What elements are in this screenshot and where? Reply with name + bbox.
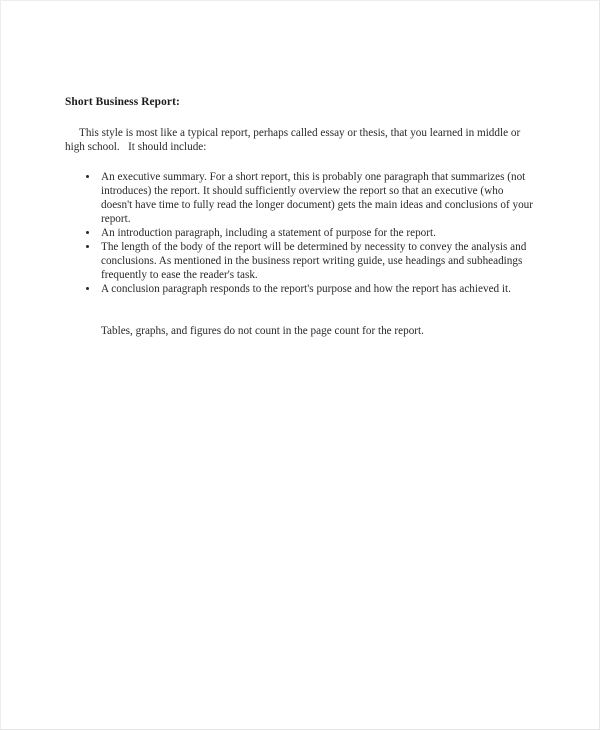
intro-paragraph: This style is most like a typical report, perhaps called essay or thesis, that you learned in middle or high school. It should include: (65, 127, 523, 153)
list-item-text: An introduction paragraph, including a statement of purpose for the report. (101, 227, 436, 239)
list-item (65, 282, 537, 296)
page-title: Short Business Report: (65, 96, 180, 108)
closing-paragraph: Tables, graphs, and figures do not count in the page count for the report. (101, 325, 424, 337)
list-item-text: A conclusion paragraph responds to the report's purpose and how the report has achieved it. (101, 283, 511, 295)
document-content (65, 95, 537, 678)
list-item (65, 240, 537, 282)
list-item-text: The length of the body of the report will be determined by necessity to convey the analysis and conclusions. As mentioned in the business report writing guide, use headings and subheadings frequently to ease the reader's task. (101, 241, 527, 281)
requirements-list (65, 154, 537, 296)
list-item-text: An executive summary. For a short report, this is probably one paragraph that summarizes (not introduces) the report. It should sufficiently overview the report so that an executive (who doesn't have time to fully read the longer document) gets the main ideas and conclusions of your report. (101, 171, 533, 225)
list-item (65, 170, 537, 226)
list-item (65, 226, 537, 240)
blank-page-area (65, 338, 537, 678)
